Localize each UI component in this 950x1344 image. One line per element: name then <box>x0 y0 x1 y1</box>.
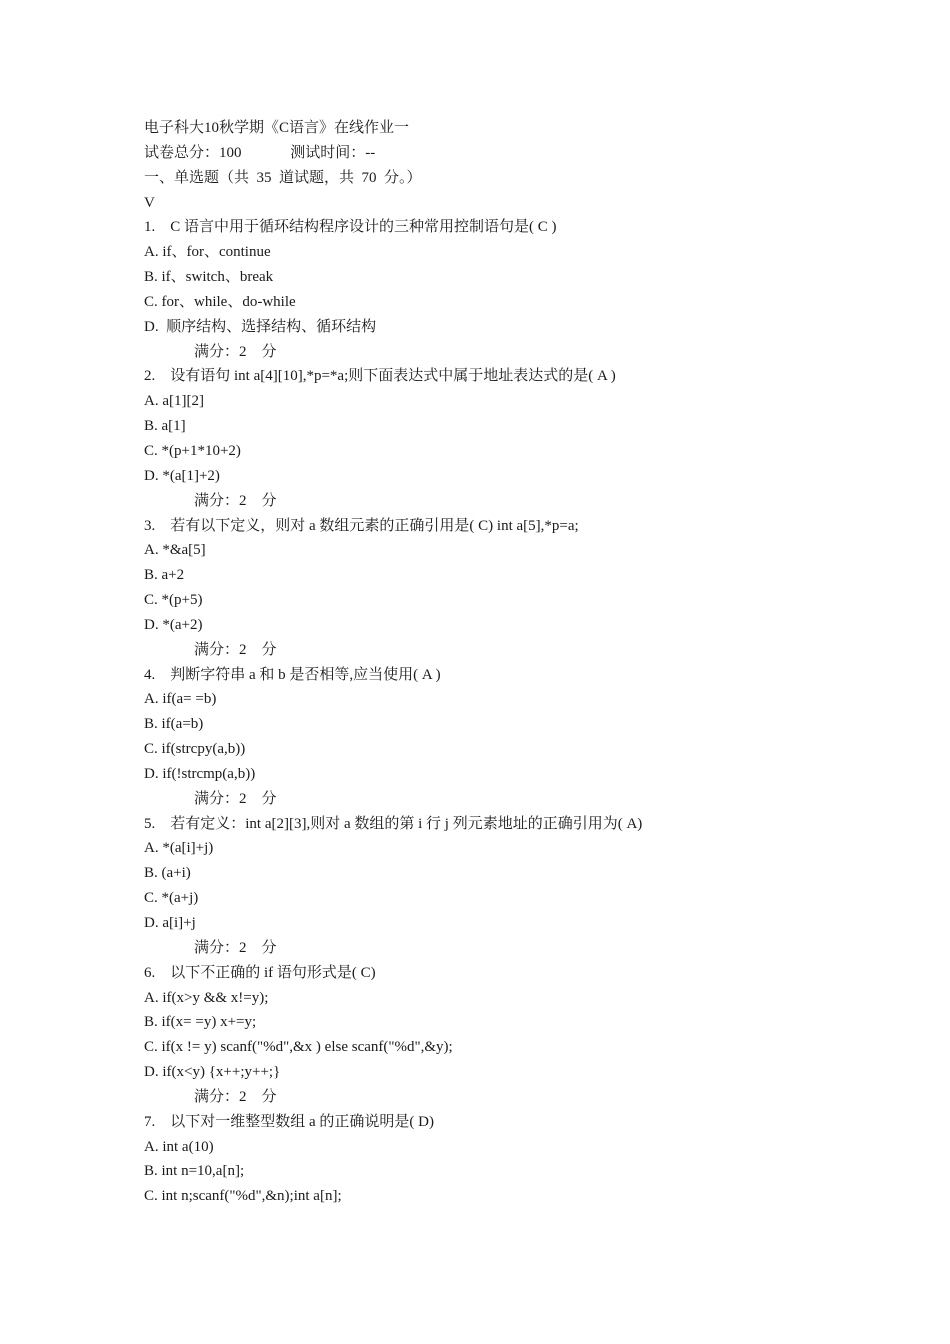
option-c: C. if(x != y) scanf("%d",&x ) else scanf("%d",&y); <box>144 1039 453 1056</box>
option-a: A. int a(10) <box>144 1138 214 1155</box>
option-b: B. int n=10,a[n]; <box>144 1163 245 1180</box>
option-b: B. if(a=b) <box>144 716 204 733</box>
option-d: D. if(x<y) {x++;y++;} <box>144 1064 281 1081</box>
option-b: B. a+2 <box>144 567 185 584</box>
document-page <box>144 116 904 1209</box>
check-mark: V <box>144 194 155 211</box>
option-a: A. if(a= =b) <box>144 691 217 708</box>
option-d: D. 顺序结构、选择结构、循环结构 <box>144 318 377 335</box>
question-stem: 3. 若有以下定义，则对 a 数组元素的正确引用是( C) int a[5],*p=a; <box>144 517 579 534</box>
exam-meta: 试卷总分：100 测试时间：-- <box>144 144 376 161</box>
option-b: B. if、switch、break <box>144 269 274 286</box>
question-stem: 4. 判断字符串 a 和 b 是否相等,应当使用( A ) <box>144 666 441 683</box>
option-c: C. *(a+j) <box>144 890 199 907</box>
option-a: A. *(a[i]+j) <box>144 840 214 857</box>
question-score: 满分：2 分 <box>194 939 277 956</box>
question-stem: 7. 以下对一维整型数组 a 的正确说明是( D) <box>144 1113 434 1130</box>
question-7 <box>144 1110 904 1209</box>
question-4 <box>144 663 904 812</box>
option-b: B. (a+i) <box>144 865 191 882</box>
question-5 <box>144 812 904 961</box>
option-c: C. *(p+5) <box>144 592 203 609</box>
question-score: 满分：2 分 <box>194 641 277 658</box>
question-score: 满分：2 分 <box>194 1088 277 1105</box>
question-2 <box>144 364 904 513</box>
section-heading: 一、单选题（共 35 道试题，共 70 分。） <box>144 169 422 186</box>
question-stem: 6. 以下不正确的 if 语句形式是( C) <box>144 964 376 981</box>
question-score: 满分：2 分 <box>194 343 277 360</box>
option-a: A. *&a[5] <box>144 542 206 559</box>
option-b: B. if(x= =y) x+=y; <box>144 1014 257 1031</box>
document-title: 电子科大10秋学期《C语言》在线作业一 <box>144 120 410 136</box>
option-b: B. a[1] <box>144 418 186 435</box>
question-stem: 1. C 语言中用于循环结构程序设计的三种常用控制语句是( C ) <box>144 219 557 236</box>
option-d: D. *(a[1]+2) <box>144 467 220 484</box>
question-1 <box>144 215 904 364</box>
question-3 <box>144 514 904 663</box>
question-6 <box>144 961 904 1110</box>
question-score: 满分：2 分 <box>194 790 277 807</box>
option-d: D. a[i]+j <box>144 915 196 931</box>
option-c: C. for、while、do-while <box>144 293 296 310</box>
option-a: A. if(x>y && x!=y); <box>144 989 269 1006</box>
question-stem: 2. 设有语句 int a[4][10],*p=*a;则下面表达式中属于地址表达式的是( A ) <box>144 368 616 385</box>
option-d: D. *(a+2) <box>144 616 203 633</box>
option-c: C. int n;scanf("%d",&n);int a[n]; <box>144 1188 342 1205</box>
option-a: A. a[1][2] <box>144 393 204 410</box>
option-a: A. if、for、continue <box>144 244 271 261</box>
option-c: C. *(p+1*10+2) <box>144 442 241 459</box>
question-score: 满分：2 分 <box>194 492 277 509</box>
option-c: C. if(strcpy(a,b)) <box>144 741 246 758</box>
question-stem: 5. 若有定义：int a[2][3],则对 a 数组的第 i 行 j 列元素地址的正确引用为( A) <box>144 815 643 832</box>
option-d: D. if(!strcmp(a,b)) <box>144 765 256 782</box>
